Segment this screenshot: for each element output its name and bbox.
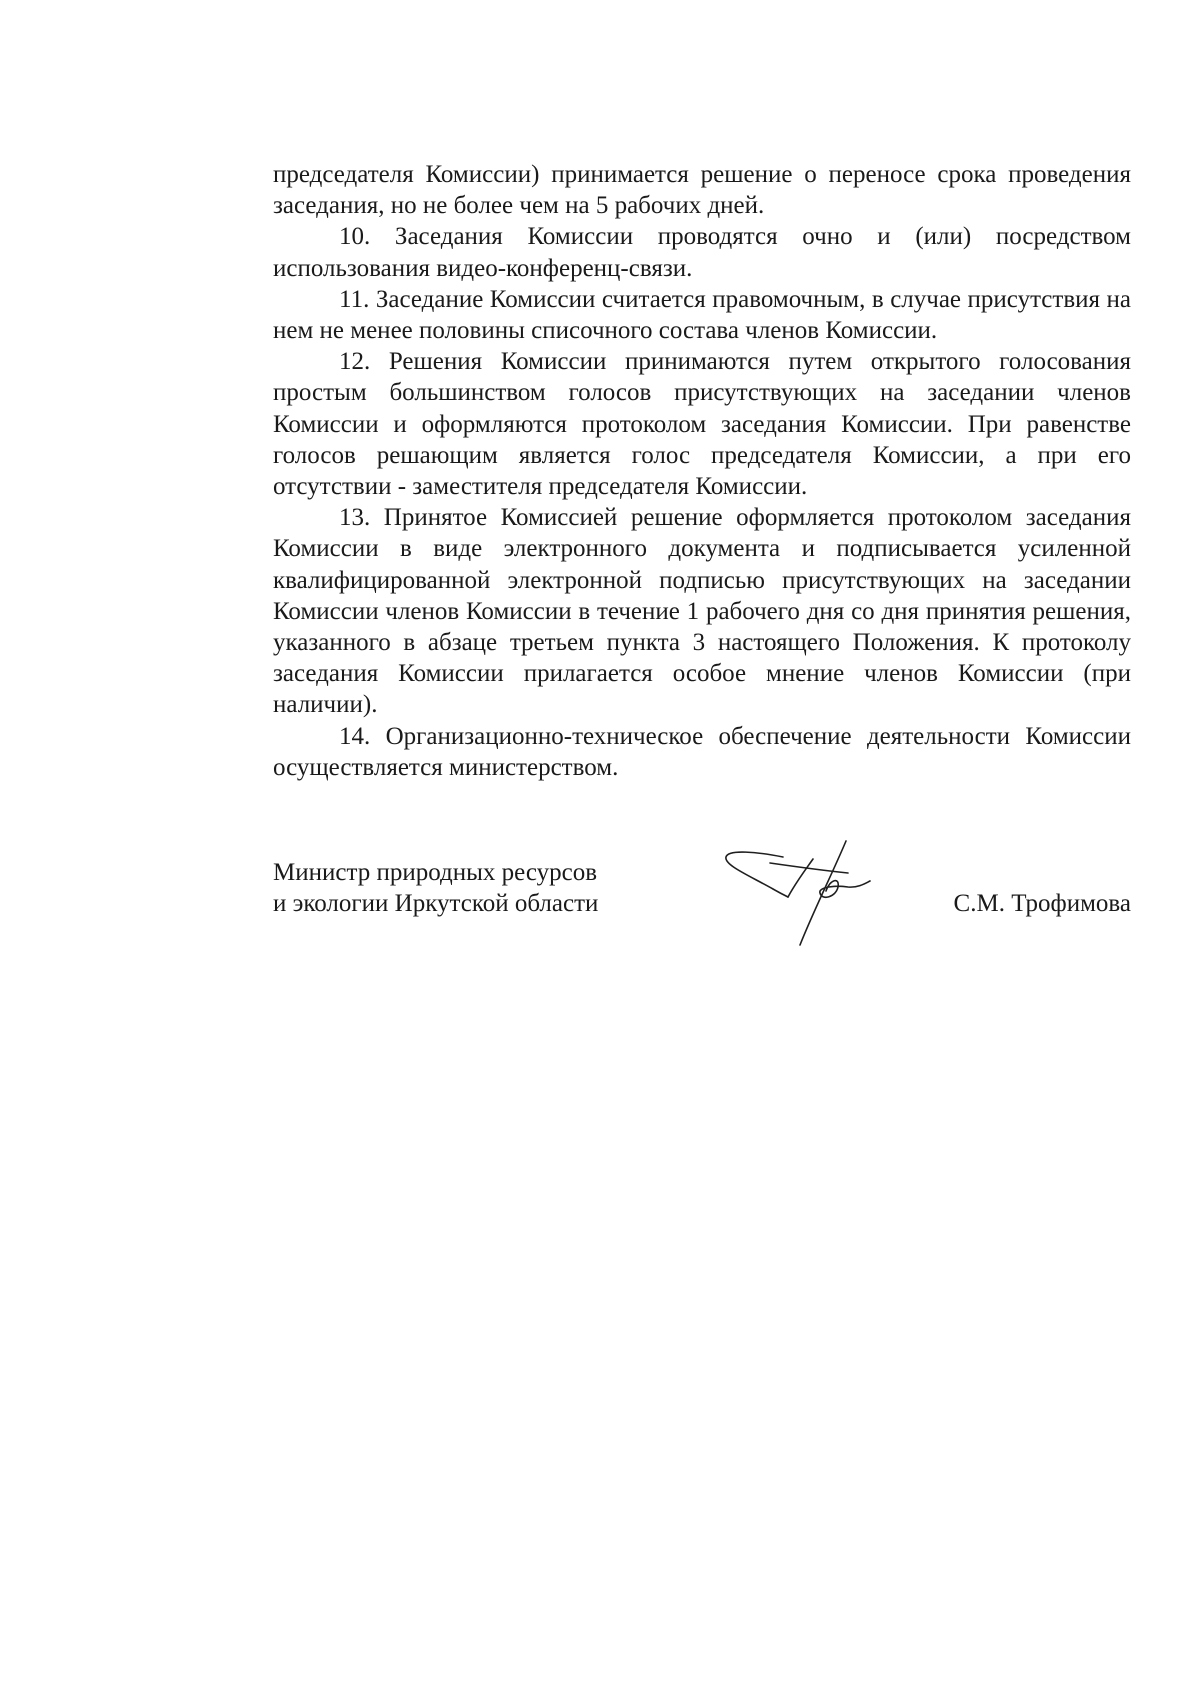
- document-body: [273, 159, 1131, 783]
- paragraph-item-11: 11. Заседание Комиссии считается правомочным, в случае присутствия на нем не менее половины списочного состава членов Комиссии.: [273, 285, 1131, 345]
- paragraph-item-14: 14. Организационно-техническое обеспечение деятельности Комиссии осуществляется министерством.: [273, 722, 1131, 781]
- paragraph-item-10: 10. Заседания Комиссии проводятся очно и (или) посредством использования видео-конференц-связи.: [273, 223, 1131, 282]
- signatory-position-line-1: Министр природных ресурсов: [273, 859, 598, 886]
- paragraph-item-12: 12. Решения Комиссии принимаются путем открытого голосования простым большинством голосов присутствующих на заседании членов Комиссии и оформляются протоколом заседания Комиссии. При равенстве голосов решающим является голос председателя Комиссии, а при его отсутствии - заместителя председателя Комиссии.: [273, 348, 1131, 501]
- paragraph-continuation: председателя Комиссии) принимается решение о переносе срока проведения заседания, но не более чем на 5 рабочих дней.: [273, 161, 1131, 220]
- handwritten-signature: [718, 827, 908, 957]
- signatory-position: [273, 857, 653, 919]
- paragraph-item-13: 13. Принятое Комиссией решение оформляется протоколом заседания Комиссии в виде электронного документа и подписывается усиленной квалифицированной электронной подписью присутствующих на заседании Комиссии членов Комиссии в течение 1 рабочего дня со дня принятия решения, указанного в абзаце третьем пункта 3 настоящего Положения. К протоколу заседания Комиссии прилагается особое мнение членов Комиссии (при наличии).: [273, 504, 1131, 719]
- signatory-name: С.М. Трофимова: [953, 890, 1131, 917]
- signatory-position-line-2: и экологии Иркутской области: [273, 890, 599, 918]
- signature-block: [273, 857, 1131, 967]
